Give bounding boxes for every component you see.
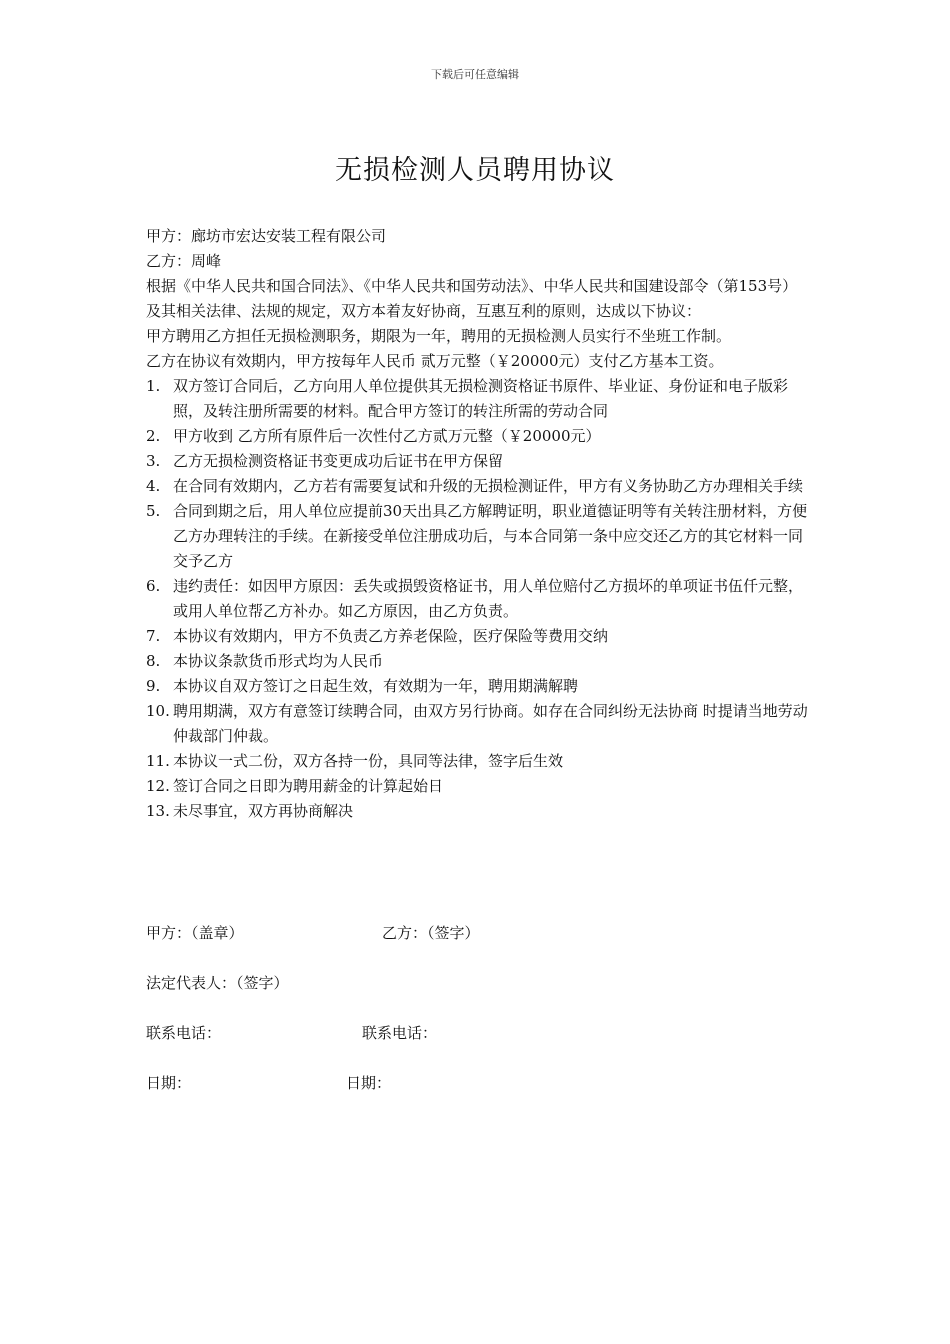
party-b-line: 乙方：周峰: [146, 252, 222, 270]
document-title: 无损检测人员聘用协议: [335, 155, 615, 187]
clause-text: 聘用期满，双方有意签订续聘合同，由双方另行协商。如存在合同纠纷无法协商 时提请当地劳动仲裁部门仲裁。: [173, 702, 808, 745]
clause-text: 甲方收到 乙方所有原件后一次性付乙方贰万元整（￥20000元）: [173, 427, 601, 445]
employment-paragraph: 甲方聘用乙方担任无损检测职务，期限为一年，聘用的无损检测人员实行不坐班工作制。: [146, 327, 732, 345]
clause-item: [146, 774, 808, 799]
clause-number: 2.: [146, 427, 161, 445]
clause-item: [146, 574, 808, 624]
clause-text: 签订合同之日即为聘用薪金的计算起始日: [173, 777, 444, 795]
party-b-sign-label: 乙方：（签字）: [382, 924, 480, 942]
clause-number: 11.: [146, 752, 170, 770]
clause-text: 合同到期之后，用人单位应提前30天出具乙方解聘证明，职业道德证明等有关转注册材料，方便乙方办理转注的手续。在新接受单位注册成功后，与本合同第一条中应交还乙方的其它材料一同交予乙方: [173, 502, 808, 570]
clause-item: [146, 649, 808, 674]
party-a-phone-label: 联系电话：: [146, 1024, 222, 1042]
clause-text: 未尽事宜，双方再协商解决: [173, 802, 354, 820]
clause-number: 12.: [146, 777, 170, 795]
clause-number: 9.: [146, 677, 161, 695]
clause-number: 13.: [146, 802, 170, 820]
clause-text: 本协议有效期内，甲方不负责乙方养老保险，医疗保险等费用交纳: [173, 627, 609, 645]
clause-item: [146, 499, 808, 574]
clause-text: 违约责任：如因甲方原因：丢失或损毁资格证书，用人单位赔付乙方损坏的单项证书伍仟元整，或用人单位帮乙方补办。如乙方原因，由乙方负责。: [173, 577, 804, 620]
clause-number: 4.: [146, 477, 161, 495]
party-a-date-label: 日期：: [146, 1074, 192, 1092]
clause-item: [146, 374, 808, 424]
clause-number: 8.: [146, 652, 161, 670]
clause-item: [146, 449, 808, 474]
clause-item: [146, 699, 808, 749]
clause-number: 5.: [146, 502, 161, 520]
clause-item: [146, 474, 808, 499]
clause-text: 乙方无损检测资格证书变更成功后证书在甲方保留: [173, 452, 504, 470]
agreement-body: [146, 224, 808, 824]
clause-number: 6.: [146, 577, 161, 595]
party-b-date-label: 日期：: [346, 1074, 392, 1092]
party-b-phone-label: 联系电话：: [362, 1024, 438, 1042]
intro-paragraph: 根据《中华人民共和国合同法》、《中华人民共和国劳动法》、中华人民共和国建设部令（第153号）及其相关法律、法规的规定，双方本着友好协商，互惠互利的原则，达成以下协议：: [146, 277, 798, 320]
clause-number: 1.: [146, 377, 161, 395]
clause-item: [146, 749, 808, 774]
party-a-seal-label: 甲方：（盖章）: [146, 924, 244, 942]
clause-text: 本协议自双方签订之日起生效，有效期为一年，聘用期满解聘: [173, 677, 579, 695]
clause-item: [146, 799, 808, 824]
clause-text: 双方签订合同后，乙方向用人单位提供其无损检测资格证书原件、毕业证、身份证和电子版彩照，及转注册所需要的材料。配合甲方签订的转注所需的劳动合同: [173, 377, 789, 420]
salary-paragraph: 乙方在协议有效期内，甲方按每年人民币 贰万元整（￥20000元）支付乙方基本工资。: [146, 352, 724, 370]
clause-number: 3.: [146, 452, 161, 470]
clause-text: 本协议一式二份，双方各持一份，具同等法律，签字后生效: [173, 752, 564, 770]
clause-number: 7.: [146, 627, 161, 645]
legal-rep-label: 法定代表人：（签字）: [146, 974, 289, 992]
clause-text: 本协议条款货币形式均为人民币: [173, 652, 384, 670]
clause-item: [146, 424, 808, 449]
clause-item: [146, 624, 808, 649]
clause-list: [146, 374, 808, 824]
clause-text: 在合同有效期内，乙方若有需要复试和升级的无损检测证件，甲方有义务协助乙方办理相关手续: [173, 477, 804, 495]
header-note: 下载后可任意编辑: [431, 68, 519, 81]
party-a-line: 甲方：廊坊市宏达安装工程有限公司: [146, 227, 387, 245]
clause-number: 10.: [146, 702, 170, 720]
clause-item: [146, 674, 808, 699]
